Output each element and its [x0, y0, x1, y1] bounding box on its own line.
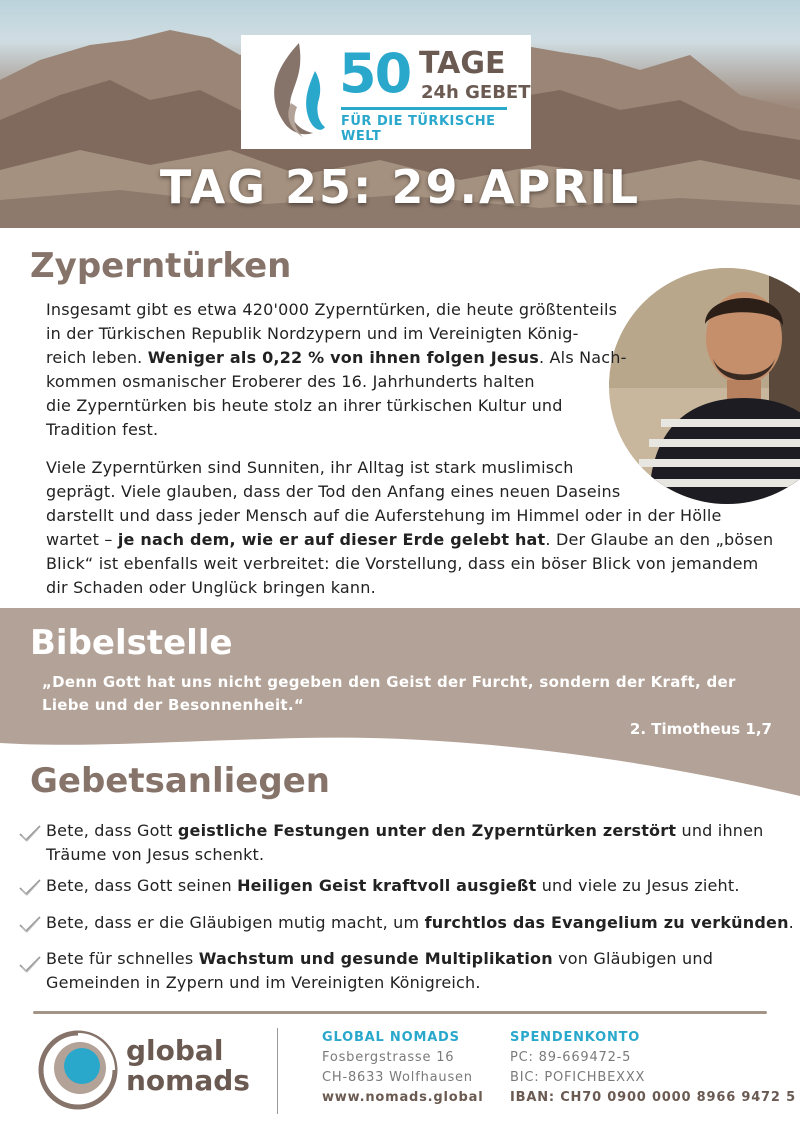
- org-address-block: [322, 1030, 483, 1108]
- iban: IBAN: CH70 0900 0000 8966 9472 5: [510, 1090, 796, 1105]
- flame-logo-icon: [263, 41, 329, 141]
- logo-gebet: 24h GEBET: [421, 82, 531, 103]
- address-line: CH-8633 Wolfhausen: [322, 1070, 473, 1085]
- text-line: Tradition fest.: [46, 420, 159, 439]
- highlight-text: Wachstum und gesunde Multiplikation: [198, 949, 553, 968]
- prayer-item: Bete für schnelles Wachstum und gesunde Multiplikation von Gläubigen und Gemeinden in Zypern und im Vereinigten Königreich.: [46, 949, 714, 992]
- bic-code: BIC: POFICHBEXXX: [510, 1070, 646, 1085]
- logo-underline: [341, 107, 507, 110]
- org-heading: GLOBAL NOMADS: [322, 1030, 460, 1045]
- brand-wordmark: global nomads: [126, 1034, 250, 1097]
- logo-subtitle: FÜR DIE TÜRKISCHE WELT: [341, 114, 496, 144]
- text-line: kommen osmanischer Eroberer des 16. Jahrhunderts halten: [46, 372, 535, 391]
- text-line: Viele Zyperntürken sind Sunniten, ihr Alltag ist stark muslimisch: [46, 458, 574, 477]
- highlight-text: geistliche Festungen unter den Zyperntürken zerstört: [177, 821, 677, 840]
- intro-paragraph-1: [46, 298, 627, 442]
- bank-account-block: [510, 1030, 796, 1108]
- header-banner: [0, 0, 800, 228]
- day-title: TAG 25: 29.APRIL: [159, 160, 641, 214]
- text-line: reich leben. Weniger als 0,22 % von ihnen folgen Jesus. Als Nach-: [46, 348, 627, 367]
- global-nomads-logo-icon: [38, 1030, 118, 1110]
- check-icon: [18, 823, 42, 843]
- prayer-item: Bete, dass Gott seinen Heiligen Geist kraftvoll ausgießt und viele zu Jesus zieht.: [46, 876, 740, 895]
- section-heading-prayer: Gebetsanliegen: [30, 761, 330, 801]
- check-icon: [18, 877, 42, 897]
- bank-heading: SPENDENKONTO: [510, 1030, 641, 1045]
- highlight-text: Weniger als 0,22 % von ihnen folgen Jesus: [147, 348, 539, 367]
- prayer-item: Bete, dass er die Gläubigen mutig macht, um furchtlos das Evangelium zu verkünden.: [46, 913, 794, 932]
- bible-quote: „Denn Gott hat uns nicht gegeben den Geist der Furcht, sondern der Kraft, der Liebe und der Besonnenheit.“: [42, 673, 736, 714]
- check-icon: [18, 914, 42, 934]
- text-line: in der Türkischen Republik Nordzypern und im Vereinigten König-: [46, 324, 579, 343]
- section-heading-bible: Bibelstelle: [30, 623, 233, 663]
- footer-rule: [33, 1011, 767, 1014]
- highlight-text: je nach dem, wie er auf dieser Erde gelebt hat: [117, 530, 546, 549]
- footer-divider: [277, 1028, 278, 1114]
- pc-account: PC: 89-669472-5: [510, 1050, 632, 1065]
- event-logo: [241, 35, 531, 149]
- text-line: Blick“ ist ebenfalls weit verbreitet: die Vorstellung, dass ein böser Blick von jemandem: [46, 554, 759, 573]
- text-line: die Zyperntürken bis heute stolz an ihrer türkischen Kultur und: [46, 396, 563, 415]
- check-icon: [18, 954, 42, 974]
- text-line: geprägt. Viele glauben, dass der Tod den Anfang eines neuen Daseins: [46, 482, 621, 501]
- highlight-text: Heiligen Geist kraftvoll ausgießt: [237, 876, 537, 895]
- section-heading-people: Zyperntürken: [30, 246, 292, 286]
- bible-reference: 2. Timotheus 1,7: [629, 720, 772, 738]
- address-line: Fosbergstrasse 16: [322, 1050, 455, 1065]
- prayer-item: Bete, dass Gott geistliche Festungen unter den Zyperntürken zerstört und ihnen Träume von Jesus schenkt.: [46, 821, 764, 864]
- text-line: Insgesamt gibt es etwa 420'000 Zyperntürken, die heute größtenteils: [46, 300, 618, 319]
- text-line: dir Schaden oder Unglück bringen kann.: [46, 578, 376, 597]
- logo-tage: TAGE: [419, 46, 506, 81]
- logo-number: 50: [339, 42, 411, 105]
- highlight-text: furchtlos das Evangelium zu verkünden: [424, 913, 789, 932]
- text-line: darstellt und dass jeder Mensch auf die Auferstehung im Himmel oder in der Hölle: [46, 506, 722, 525]
- text-line: wartet – je nach dem, wie er auf dieser Erde gelebt hat. Der Glaube an den „bösen: [46, 530, 774, 549]
- website-link[interactable]: www.nomads.global: [322, 1090, 484, 1105]
- intro-paragraph-2: [46, 456, 773, 600]
